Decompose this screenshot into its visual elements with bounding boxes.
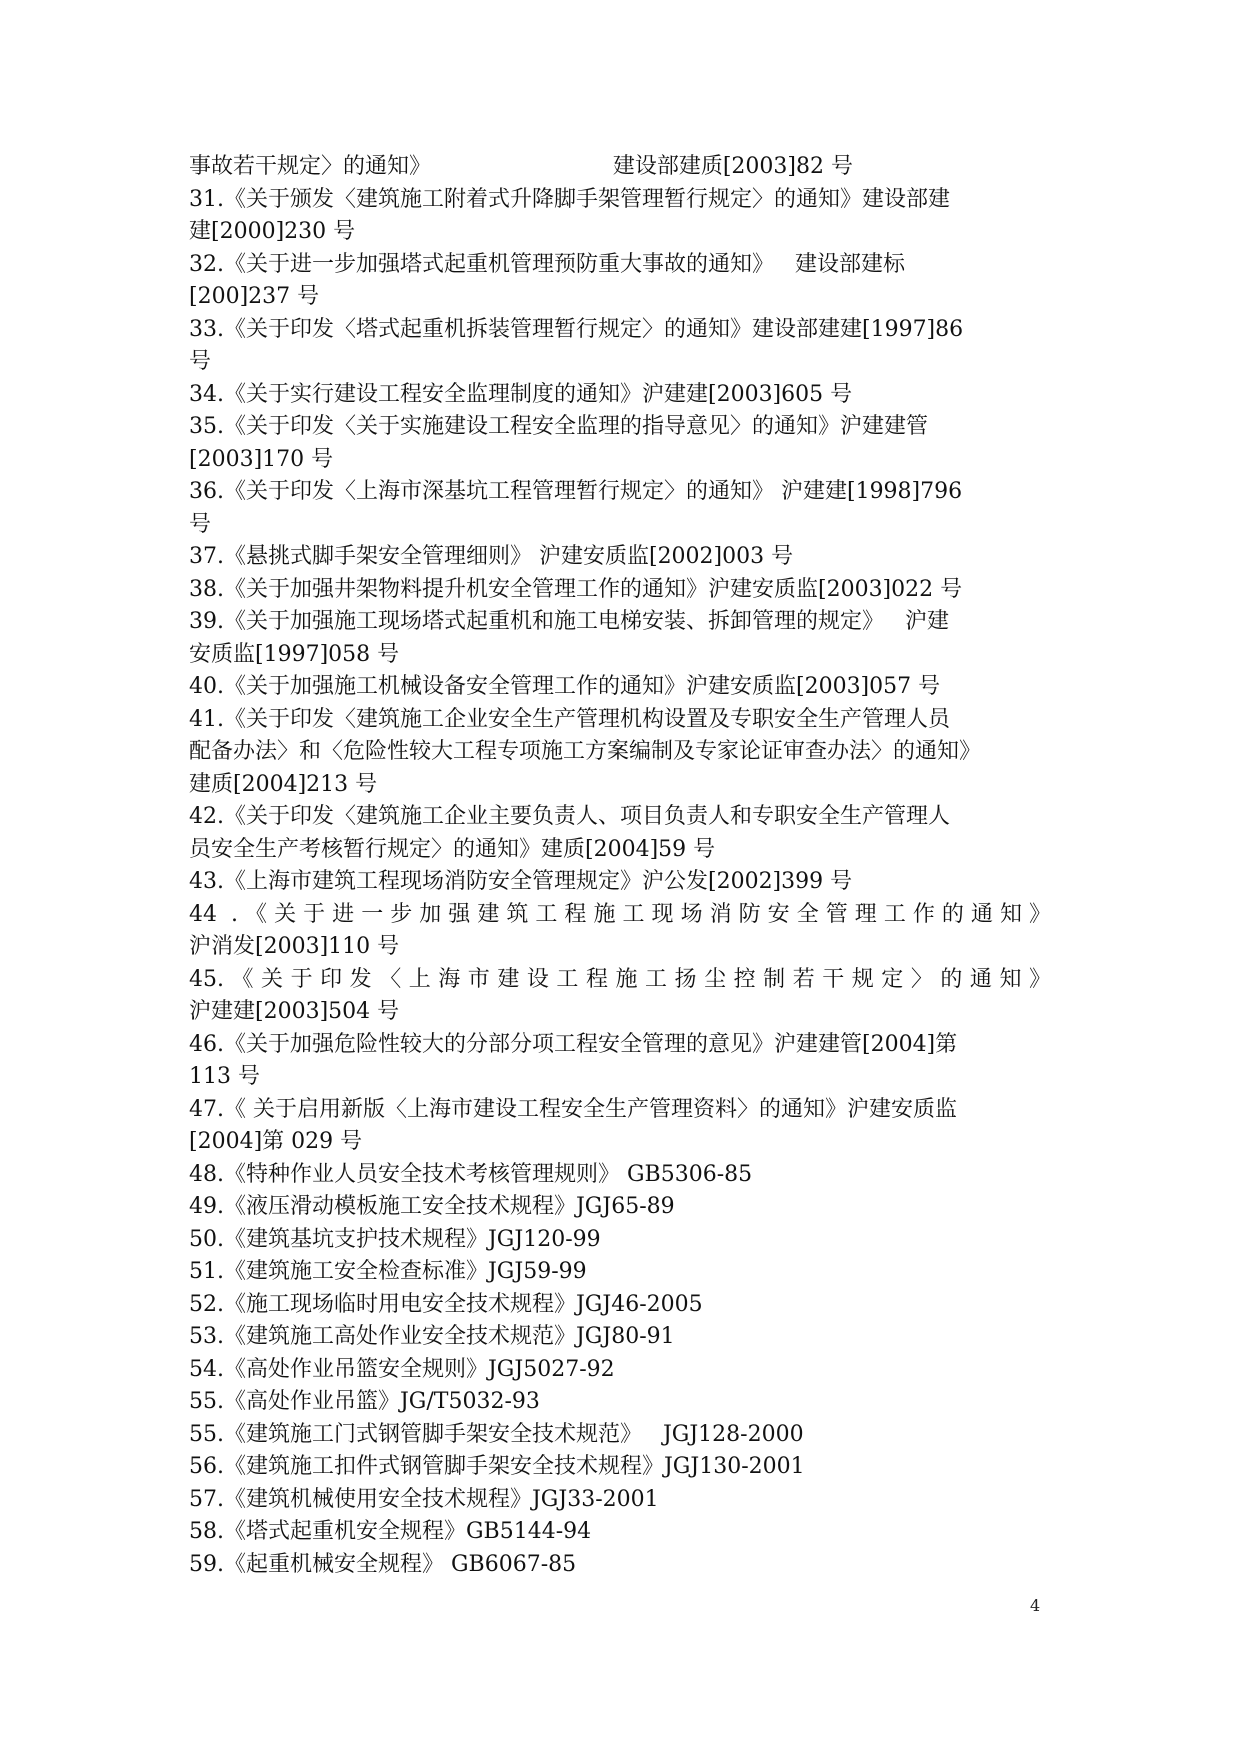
list-line: 59.《起重机械安全规程》 GB6067-85 — [189, 1551, 577, 1577]
list-line: 事故若干规定〉的通知》 建设部建质[2003]82 号 — [189, 154, 853, 179]
list-line: 38.《关于加强井架物料提升机安全管理工作的通知》沪建安质监[2003]022 号 — [189, 576, 963, 602]
list-line: 31.《关于颁发〈建筑施工附着式升降脚手架管理暂行规定〉的通知》建设部建 — [189, 186, 950, 212]
list-line: 55.《建筑施工门式钢管脚手架安全技术规范》 JGJ128-2000 — [189, 1421, 804, 1447]
list-line: 47.《 关于启用新版〈上海市建设工程安全生产管理资料〉的通知》沪建安质监 — [189, 1096, 957, 1122]
list-line: [2004]第 029 号 — [189, 1129, 363, 1154]
list-line: 46.《关于加强危险性较大的分部分项工程安全管理的意见》沪建建管[2004]第 — [189, 1031, 958, 1057]
list-line: 沪消发[2003]110 号 — [189, 934, 400, 959]
list-line: [2003]170 号 — [189, 446, 334, 472]
list-line: 37.《悬挑式脚手架安全管理细则》 沪建安质监[2002]003 号 — [189, 544, 794, 569]
list-line: 配备办法〉和〈危险性较大工程专项施工方案编制及专家论证审查办法〉的通知》 — [189, 739, 982, 764]
list-line: 113 号 — [189, 1064, 260, 1089]
list-line: 建[2000]230 号 — [189, 219, 356, 244]
list-line: 40.《关于加强施工机械设备安全管理工作的通知》沪建安质监[2003]057 号 — [189, 674, 941, 699]
list-line: 沪建建[2003]504 号 — [189, 999, 400, 1024]
list-line: 32.《关于进一步加强塔式起重机管理预防重大事故的通知》 建设部建标 — [189, 251, 905, 277]
list-line: 号 — [189, 349, 212, 374]
list-line: 41.《关于印发〈建筑施工企业安全生产管理机构设置及专职安全生产管理人员 — [189, 706, 950, 732]
list-line: 54.《高处作业吊篮安全规则》JGJ5027-92 — [189, 1356, 615, 1382]
page-number: 4 — [1030, 1596, 1041, 1615]
list-line: 36.《关于印发〈上海市深基坑工程管理暂行规定〉的通知》 沪建建[1998]796 — [189, 479, 963, 504]
list-line: 49.《液压滑动模板施工安全技术规程》JGJ65-89 — [189, 1194, 675, 1219]
list-line: 56.《建筑施工扣件式钢管脚手架安全技术规程》JGJ130-2001 — [189, 1454, 805, 1479]
list-line: 42.《关于印发〈建筑施工企业主要负责人、项目负责人和专职安全生产管理人 — [189, 804, 950, 829]
list-line: 52.《施工现场临时用电安全技术规程》JGJ46-2005 — [189, 1291, 703, 1317]
list-line: [200]237 号 — [189, 284, 320, 309]
list-line: 44 .《关于进一步加强建筑工程施工现场消防安全管理工作的通知》 — [189, 901, 1051, 927]
list-line: 34.《关于实行建设工程安全监理制度的通知》沪建建[2003]605 号 — [189, 381, 853, 407]
list-line: 号 — [189, 511, 212, 537]
list-line: 员安全生产考核暂行规定〉的通知》建质[2004]59 号 — [189, 836, 716, 862]
list-line: 建质[2004]213 号 — [189, 771, 378, 797]
list-line: 55.《高处作业吊篮》JG/T5032-93 — [189, 1389, 540, 1414]
list-line: 35.《关于印发〈关于实施建设工程安全监理的指导意见〉的通知》沪建建管 — [189, 414, 928, 439]
list-line: 安质监[1997]058 号 — [189, 641, 400, 667]
list-line: 45.《关于印发〈上海市建设工程施工扬尘控制若干规定〉的通知》 — [189, 966, 1051, 992]
list-line: 43.《上海市建筑工程现场消防安全管理规定》沪公发[2002]399 号 — [189, 869, 853, 894]
regulation-list — [189, 151, 1051, 1581]
list-line: 58.《塔式起重机安全规程》GB5144-94 — [189, 1519, 592, 1544]
list-line: 50.《建筑基坑支护技术规程》JGJ120-99 — [189, 1226, 601, 1252]
list-line: 48.《特种作业人员安全技术考核管理规则》 GB5306-85 — [189, 1161, 753, 1187]
list-line: 53.《建筑施工高处作业安全技术规范》JGJ80-91 — [189, 1324, 675, 1349]
list-line: 51.《建筑施工安全检查标准》JGJ59-99 — [189, 1259, 587, 1284]
list-line: 39.《关于加强施工现场塔式起重机和施工电梯安装、拆卸管理的规定》 沪建 — [189, 609, 949, 634]
list-line: 57.《建筑机械使用安全技术规程》JGJ33-2001 — [189, 1486, 659, 1512]
list-line: 33.《关于印发〈塔式起重机拆装管理暂行规定〉的通知》建设部建建[1997]86 — [189, 316, 964, 342]
